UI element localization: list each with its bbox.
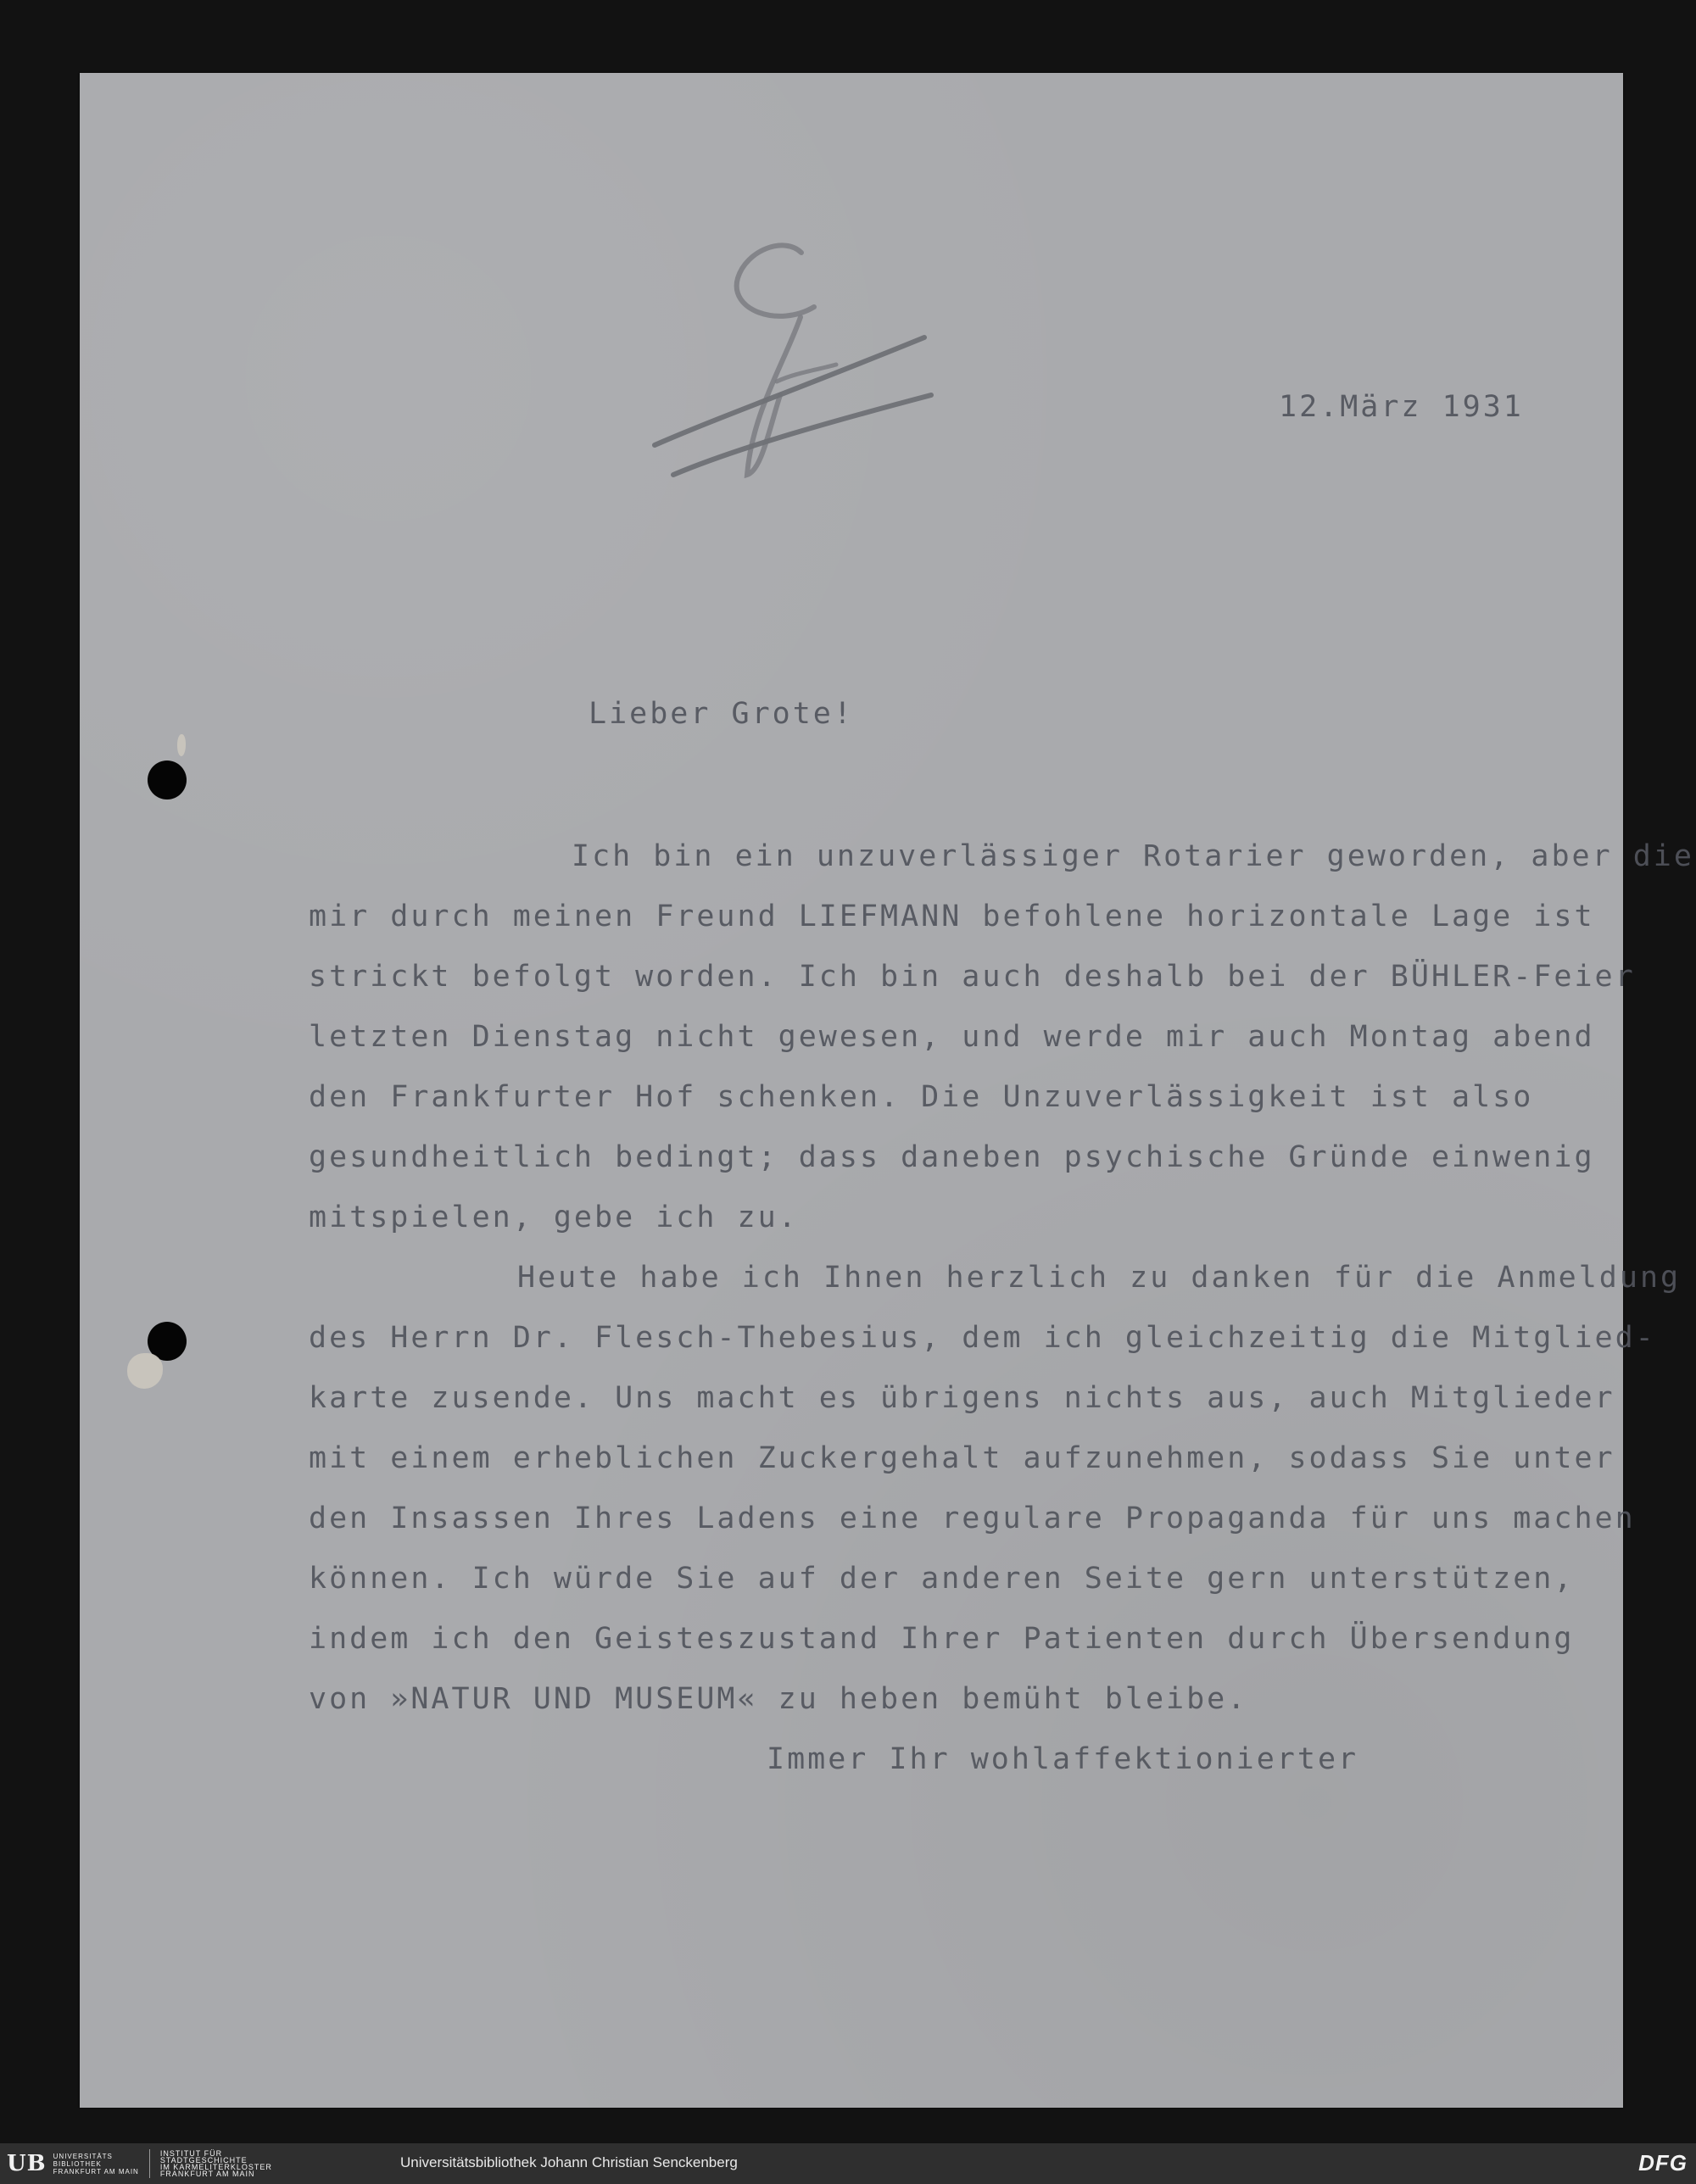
body-line: mit einem erheblichen Zuckergehalt aufzunehmen, sodass Sie unter bbox=[309, 1441, 1615, 1475]
body-line: mir durch meinen Freund LIEFMANN befohlene horizontale Lage ist bbox=[309, 900, 1595, 933]
library-name: Universitätsbibliothek Johann Christian Senckenberg bbox=[400, 2154, 738, 2170]
body-line: karte zusende. Uns macht es übrigens nichts aus, auch Mitglieder bbox=[309, 1381, 1615, 1415]
letter-salutation: Lieber Grote! bbox=[589, 697, 854, 731]
body-line: von »NATUR UND MUSEUM« zu heben bemüht bleibe. bbox=[309, 1682, 1248, 1716]
footer-divider bbox=[149, 2149, 150, 2178]
body-line: mitspielen, gebe ich zu. bbox=[309, 1201, 799, 1234]
body-line: Heute habe ich Ihnen herzlich zu danken für die Anmeldung bbox=[517, 1261, 1682, 1295]
body-line: strickt befolgt worden. Ich bin auch deshalb bei der BÜHLER-Feier bbox=[309, 960, 1636, 994]
body-line: indem ich den Geisteszustand Ihrer Patienten durch Übersendung bbox=[309, 1622, 1575, 1656]
body-line: Ich bin ein unzuverlässiger Rotarier geworden, aber die bbox=[572, 839, 1694, 873]
archive-footer bbox=[0, 2143, 1696, 2184]
ub-logo: UB bbox=[7, 2151, 47, 2176]
ub-wordmark: UNIVERSITÄTS BIBLIOTHEK FRANKFURT AM MAIN bbox=[53, 2152, 139, 2176]
body-line: können. Ich würde Sie auf der anderen Seite gern unterstützen, bbox=[309, 1562, 1575, 1596]
body-line: den Frankfurter Hof schenken. Die Unzuverlässigkeit ist also bbox=[309, 1080, 1534, 1114]
body-line: den Insassen Ihres Ladens eine regulare Propaganda für uns machen bbox=[309, 1502, 1636, 1535]
letter-closing: Immer Ihr wohlaffektionierter bbox=[767, 1742, 1359, 1776]
dfg-logo: DFG bbox=[1638, 2150, 1688, 2176]
letter-date: 12.März 1931 bbox=[1279, 390, 1524, 424]
body-line: letzten Dienstag nicht gewesen, und werde mir auch Montag abend bbox=[309, 1020, 1595, 1054]
letter-body bbox=[309, 827, 1694, 1790]
body-line: des Herrn Dr. Flesch-Thebesius, dem ich gleichzeitig die Mitglied- bbox=[309, 1321, 1656, 1355]
punch-hole-top bbox=[148, 760, 187, 800]
handwritten-signature bbox=[644, 229, 950, 509]
body-line: gesundheitlich bedingt; dass daneben psychische Gründe einwenig bbox=[309, 1140, 1595, 1174]
institute-wordmark: INSTITUT FÜR STADTGESCHICHTE IM KARMELITERKLOSTER FRANKFURT AM MAIN bbox=[159, 2149, 272, 2178]
footer-logos bbox=[7, 2148, 272, 2179]
